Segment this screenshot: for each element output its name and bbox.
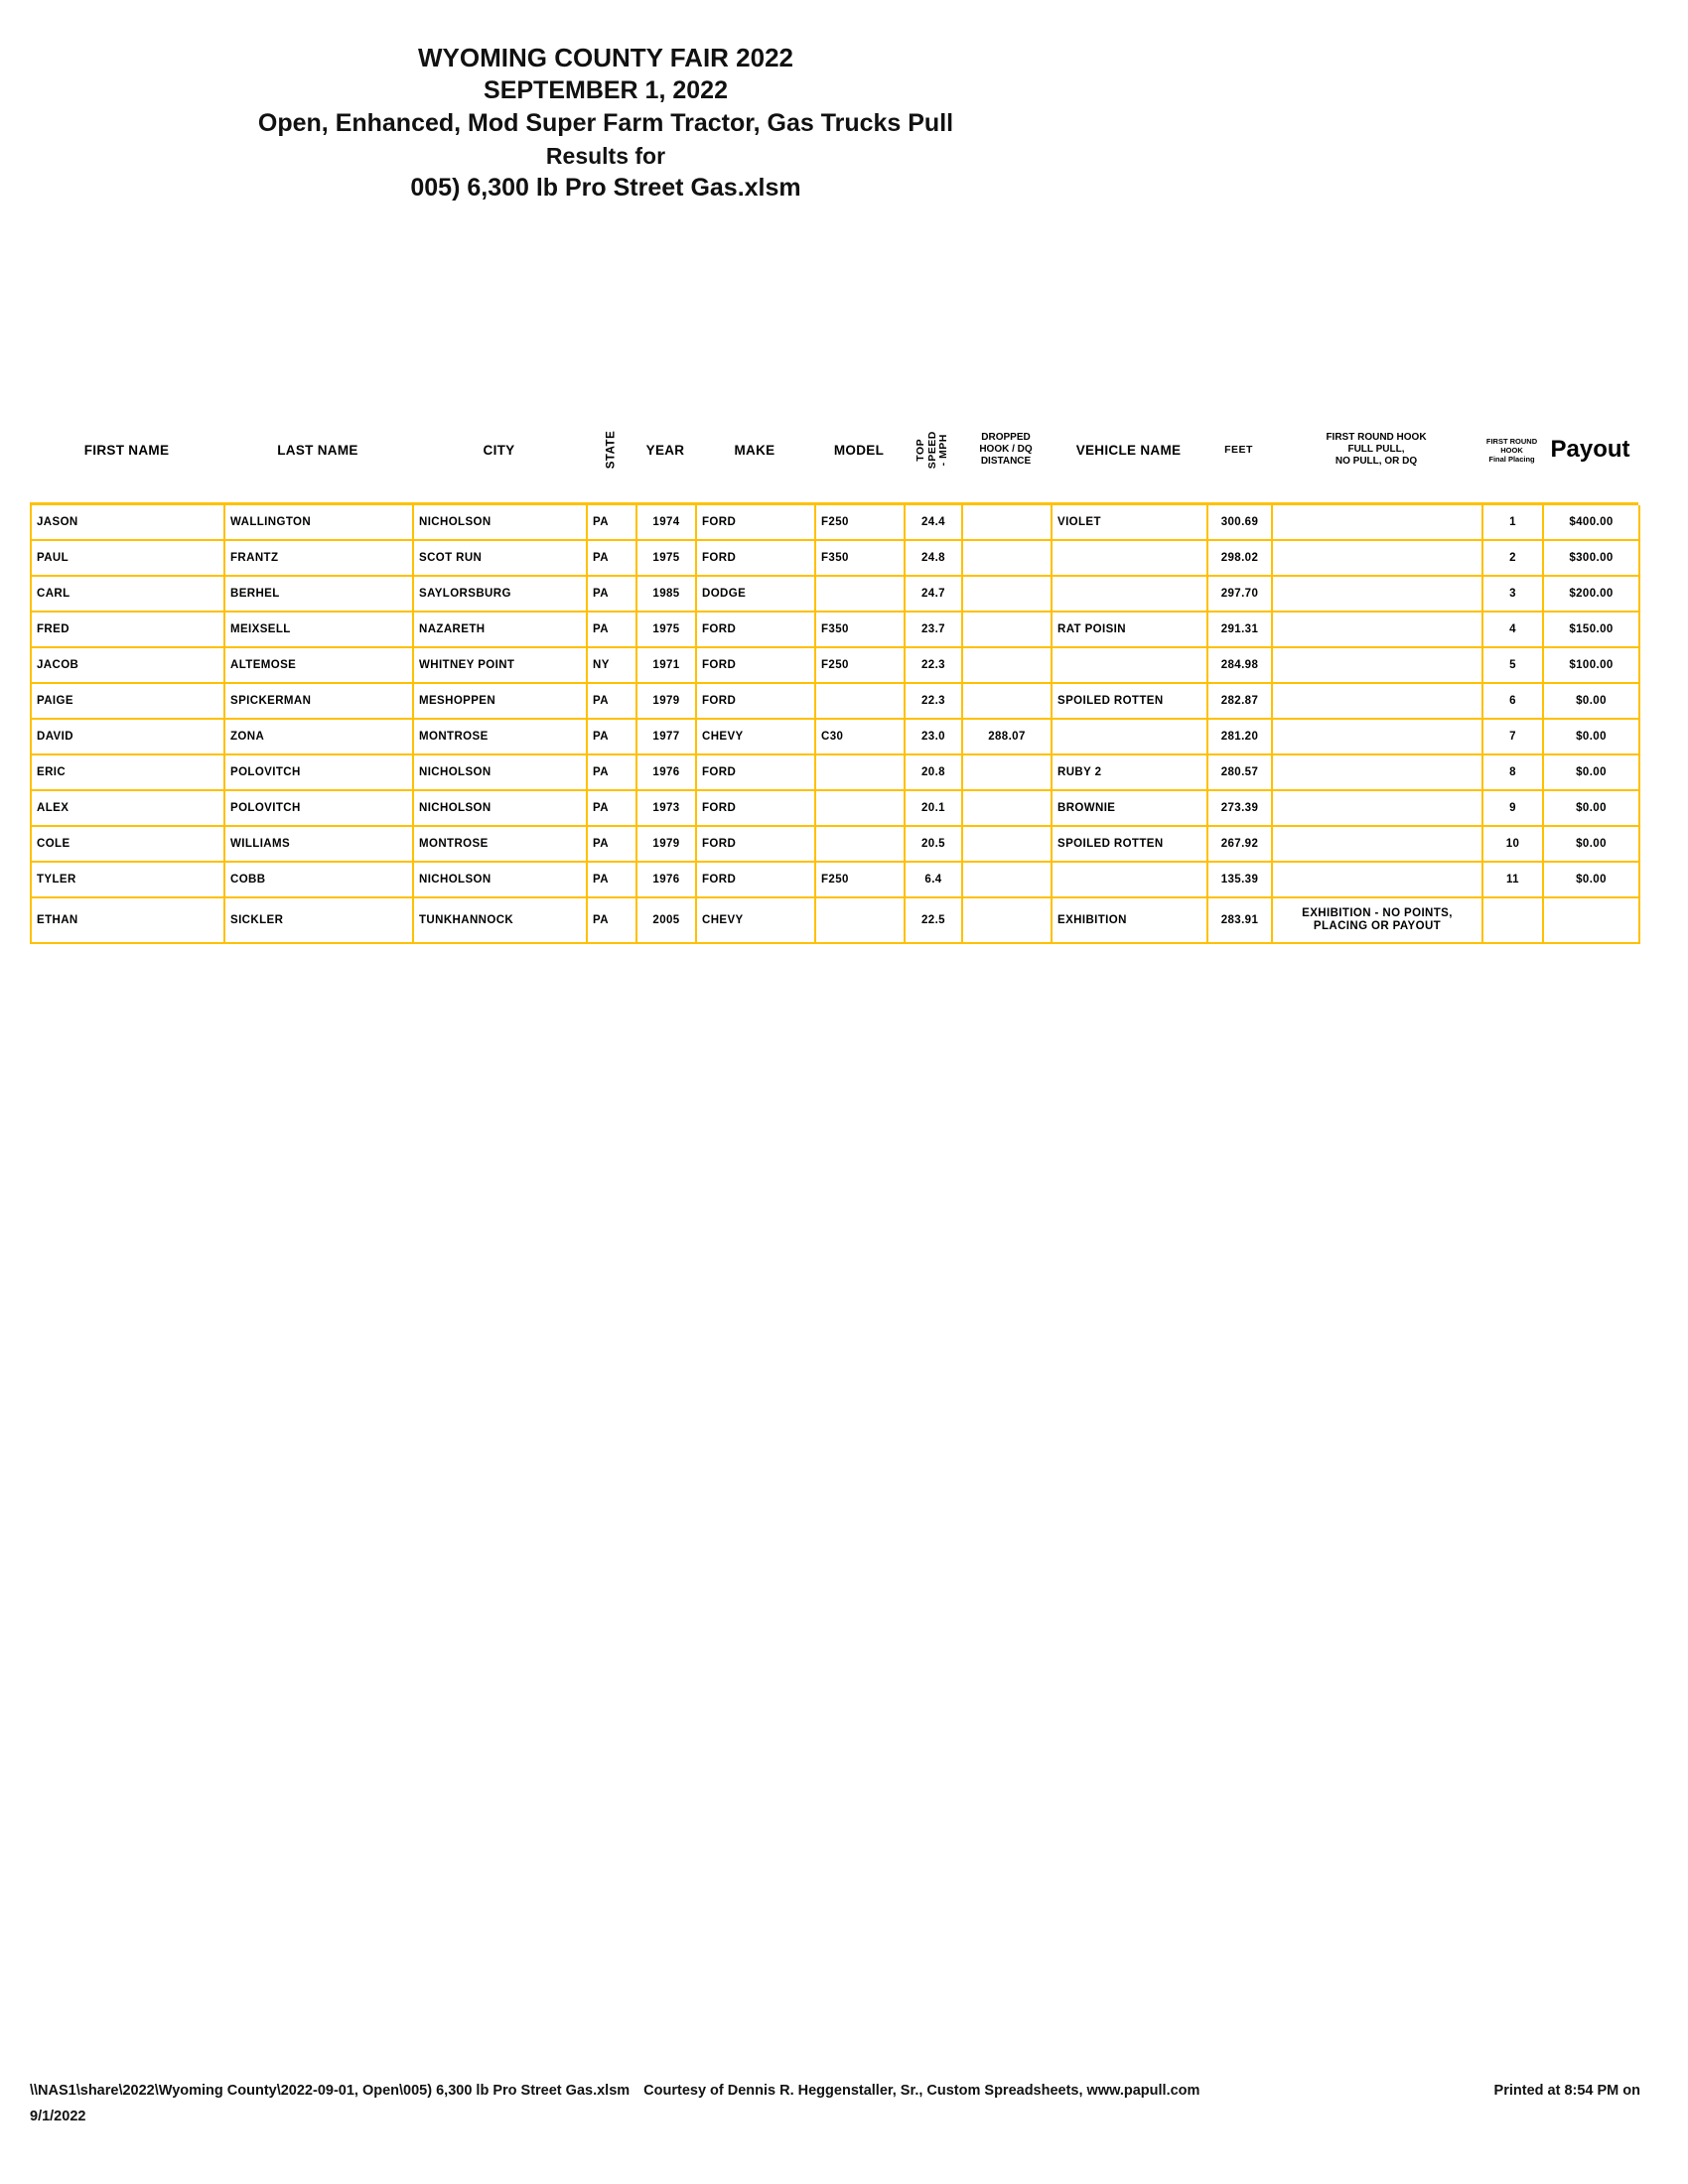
cell-year: 1976 <box>637 755 697 791</box>
cell-model: F350 <box>816 613 906 648</box>
cell-model: F250 <box>816 505 906 541</box>
cell-hook_note <box>1273 827 1483 863</box>
cell-year: 2005 <box>637 898 697 944</box>
footer-courtesy: Courtesy of Dennis R. Heggenstaller, Sr., Custom Spreadsheets, www.papull.com <box>643 2083 1200 2099</box>
cell-year: 1975 <box>637 613 697 648</box>
cell-first_name: PAIGE <box>32 684 225 720</box>
table-header-row <box>30 397 1638 502</box>
cell-last_name: SPICKERMAN <box>225 684 414 720</box>
cell-payout: $300.00 <box>1544 541 1640 577</box>
cell-dropped <box>963 755 1053 791</box>
cell-last_name: FRANTZ <box>225 541 414 577</box>
cell-city: NICHOLSON <box>414 505 588 541</box>
col-header-first-name: FIRST NAME <box>83 442 170 458</box>
cell-make: FORD <box>697 648 816 684</box>
cell-dropped: 288.07 <box>963 720 1053 755</box>
cell-state: PA <box>588 755 637 791</box>
cell-make: FORD <box>697 755 816 791</box>
cell-first_name: ERIC <box>32 755 225 791</box>
col-header-make: MAKE <box>734 442 775 458</box>
cell-first_name: TYLER <box>32 863 225 898</box>
col-header-last-name: LAST NAME <box>277 442 358 458</box>
cell-state: PA <box>588 505 637 541</box>
cell-feet: 291.31 <box>1208 613 1273 648</box>
cell-city: NICHOLSON <box>414 863 588 898</box>
cell-year: 1971 <box>637 648 697 684</box>
col-header-vehicle-name: VEHICLE NAME <box>1075 442 1182 458</box>
cell-placing: 2 <box>1483 541 1544 577</box>
col-header-city: CITY <box>483 442 515 458</box>
table-row <box>32 791 1638 827</box>
cell-dropped <box>963 613 1053 648</box>
cell-dropped <box>963 863 1053 898</box>
cell-dropped <box>963 577 1053 613</box>
table-row <box>32 863 1638 898</box>
cell-hook_note <box>1273 541 1483 577</box>
table-row <box>32 577 1638 613</box>
cell-vehicle: SPOILED ROTTEN <box>1053 827 1208 863</box>
cell-model: C30 <box>816 720 906 755</box>
cell-city: WHITNEY POINT <box>414 648 588 684</box>
cell-make: FORD <box>697 827 816 863</box>
table-row <box>32 720 1638 755</box>
cell-vehicle: BROWNIE <box>1053 791 1208 827</box>
table-row <box>32 648 1638 684</box>
cell-placing: 9 <box>1483 791 1544 827</box>
cell-placing: 6 <box>1483 684 1544 720</box>
cell-payout: $200.00 <box>1544 577 1640 613</box>
cell-year: 1973 <box>637 791 697 827</box>
cell-placing: 8 <box>1483 755 1544 791</box>
title-date: SEPTEMBER 1, 2022 <box>484 76 728 104</box>
col-header-first-round-hook: FIRST ROUND HOOK FULL PULL, NO PULL, OR DQ <box>1326 432 1427 467</box>
cell-placing <box>1483 898 1544 944</box>
cell-year: 1979 <box>637 684 697 720</box>
cell-dropped <box>963 684 1053 720</box>
cell-state: PA <box>588 613 637 648</box>
cell-state: PA <box>588 577 637 613</box>
cell-hook_note <box>1273 505 1483 541</box>
cell-placing: 10 <box>1483 827 1544 863</box>
cell-vehicle <box>1053 648 1208 684</box>
cell-vehicle: RUBY 2 <box>1053 755 1208 791</box>
cell-hook_note <box>1273 791 1483 827</box>
cell-model <box>816 755 906 791</box>
cell-payout: $0.00 <box>1544 827 1640 863</box>
cell-top_speed: 23.0 <box>906 720 963 755</box>
table-row <box>32 755 1638 791</box>
cell-placing: 3 <box>1483 577 1544 613</box>
cell-state: PA <box>588 827 637 863</box>
title-class-list: Open, Enhanced, Mod Super Farm Tractor, Gas Trucks Pull <box>257 109 954 137</box>
cell-payout: $0.00 <box>1544 863 1640 898</box>
cell-vehicle <box>1053 863 1208 898</box>
cell-top_speed: 22.3 <box>906 684 963 720</box>
cell-feet: 298.02 <box>1208 541 1273 577</box>
title-file-name: 005) 6,300 lb Pro Street Gas.xlsm <box>410 174 801 202</box>
cell-model <box>816 791 906 827</box>
cell-make: FORD <box>697 505 816 541</box>
cell-placing: 11 <box>1483 863 1544 898</box>
cell-feet: 297.70 <box>1208 577 1273 613</box>
cell-state: PA <box>588 791 637 827</box>
cell-city: SCOT RUN <box>414 541 588 577</box>
cell-top_speed: 22.5 <box>906 898 963 944</box>
cell-vehicle <box>1053 577 1208 613</box>
cell-state: PA <box>588 684 637 720</box>
cell-dropped <box>963 505 1053 541</box>
col-header-year: YEAR <box>645 442 685 458</box>
cell-hook_note <box>1273 755 1483 791</box>
cell-model <box>816 577 906 613</box>
cell-first_name: ETHAN <box>32 898 225 944</box>
cell-last_name: COBB <box>225 863 414 898</box>
cell-year: 1976 <box>637 863 697 898</box>
cell-feet: 135.39 <box>1208 863 1273 898</box>
footer-printed-at: Printed at 8:54 PM on <box>1493 2083 1640 2099</box>
cell-model: F250 <box>816 863 906 898</box>
cell-state: PA <box>588 720 637 755</box>
page-footer <box>30 2078 1640 2129</box>
cell-payout: $100.00 <box>1544 648 1640 684</box>
cell-last_name: POLOVITCH <box>225 791 414 827</box>
col-header-top-speed: TOP SPEED - MPH <box>914 430 949 470</box>
cell-model <box>816 827 906 863</box>
results-table-body <box>30 502 1638 944</box>
cell-vehicle <box>1053 541 1208 577</box>
cell-first_name: DAVID <box>32 720 225 755</box>
table-row <box>32 684 1638 720</box>
cell-placing: 1 <box>1483 505 1544 541</box>
cell-hook_note: EXHIBITION - NO POINTS, PLACING OR PAYOUT <box>1273 898 1483 944</box>
cell-model: F350 <box>816 541 906 577</box>
col-header-feet: FEET <box>1224 444 1253 456</box>
cell-last_name: ZONA <box>225 720 414 755</box>
cell-first_name: COLE <box>32 827 225 863</box>
cell-dropped <box>963 827 1053 863</box>
cell-dropped <box>963 541 1053 577</box>
cell-top_speed: 20.1 <box>906 791 963 827</box>
cell-hook_note <box>1273 863 1483 898</box>
cell-make: CHEVY <box>697 720 816 755</box>
cell-hook_note <box>1273 720 1483 755</box>
cell-make: DODGE <box>697 577 816 613</box>
cell-make: FORD <box>697 684 816 720</box>
cell-make: CHEVY <box>697 898 816 944</box>
cell-model <box>816 898 906 944</box>
cell-payout: $0.00 <box>1544 720 1640 755</box>
cell-top_speed: 23.7 <box>906 613 963 648</box>
cell-payout: $0.00 <box>1544 755 1640 791</box>
cell-year: 1979 <box>637 827 697 863</box>
cell-city: MONTROSE <box>414 720 588 755</box>
cell-dropped <box>963 791 1053 827</box>
footer-printed-date: 9/1/2022 <box>30 2109 86 2124</box>
cell-model: F250 <box>816 648 906 684</box>
cell-make: FORD <box>697 863 816 898</box>
cell-top_speed: 24.7 <box>906 577 963 613</box>
cell-first_name: JACOB <box>32 648 225 684</box>
cell-feet: 273.39 <box>1208 791 1273 827</box>
cell-feet: 283.91 <box>1208 898 1273 944</box>
cell-last_name: SICKLER <box>225 898 414 944</box>
cell-feet: 280.57 <box>1208 755 1273 791</box>
cell-placing: 7 <box>1483 720 1544 755</box>
cell-state: NY <box>588 648 637 684</box>
cell-vehicle <box>1053 720 1208 755</box>
col-header-model: MODEL <box>833 442 885 458</box>
cell-state: PA <box>588 541 637 577</box>
cell-last_name: BERHEL <box>225 577 414 613</box>
cell-year: 1977 <box>637 720 697 755</box>
cell-make: FORD <box>697 541 816 577</box>
cell-city: SAYLORSBURG <box>414 577 588 613</box>
cell-last_name: MEIXSELL <box>225 613 414 648</box>
cell-state: PA <box>588 898 637 944</box>
title-block <box>30 42 1182 204</box>
cell-feet: 300.69 <box>1208 505 1273 541</box>
cell-city: TUNKHANNOCK <box>414 898 588 944</box>
cell-payout: $0.00 <box>1544 791 1640 827</box>
cell-last_name: ALTEMOSE <box>225 648 414 684</box>
cell-vehicle: VIOLET <box>1053 505 1208 541</box>
cell-payout: $400.00 <box>1544 505 1640 541</box>
cell-feet: 267.92 <box>1208 827 1273 863</box>
cell-payout: $150.00 <box>1544 613 1640 648</box>
cell-first_name: CARL <box>32 577 225 613</box>
cell-year: 1974 <box>637 505 697 541</box>
cell-top_speed: 20.8 <box>906 755 963 791</box>
cell-dropped <box>963 648 1053 684</box>
col-header-payout: Payout <box>1550 436 1630 463</box>
cell-placing: 4 <box>1483 613 1544 648</box>
cell-vehicle: RAT POISIN <box>1053 613 1208 648</box>
cell-last_name: WALLINGTON <box>225 505 414 541</box>
table-row <box>32 505 1638 541</box>
cell-make: FORD <box>697 791 816 827</box>
table-row <box>32 827 1638 863</box>
col-header-final-placing: FIRST ROUND HOOK Final Placing <box>1485 436 1538 464</box>
cell-city: MESHOPPEN <box>414 684 588 720</box>
cell-top_speed: 24.4 <box>906 505 963 541</box>
cell-hook_note <box>1273 648 1483 684</box>
cell-first_name: JASON <box>32 505 225 541</box>
cell-city: NAZARETH <box>414 613 588 648</box>
cell-city: NICHOLSON <box>414 755 588 791</box>
cell-hook_note <box>1273 684 1483 720</box>
cell-top_speed: 6.4 <box>906 863 963 898</box>
cell-top_speed: 24.8 <box>906 541 963 577</box>
cell-hook_note <box>1273 577 1483 613</box>
cell-year: 1975 <box>637 541 697 577</box>
cell-payout <box>1544 898 1640 944</box>
cell-top_speed: 20.5 <box>906 827 963 863</box>
footer-file-path: \\NAS1\share\2022\Wyoming County\2022-09-01, Open\005) 6,300 lb Pro Street Gas.xlsm <box>30 2083 631 2099</box>
cell-feet: 281.20 <box>1208 720 1273 755</box>
col-header-dropped-distance: DROPPED HOOK / DQ DISTANCE <box>979 432 1033 467</box>
cell-payout: $0.00 <box>1544 684 1640 720</box>
cell-vehicle: EXHIBITION <box>1053 898 1208 944</box>
title-event: WYOMING COUNTY FAIR 2022 <box>417 43 794 72</box>
cell-feet: 284.98 <box>1208 648 1273 684</box>
cell-last_name: POLOVITCH <box>225 755 414 791</box>
cell-dropped <box>963 898 1053 944</box>
cell-vehicle: SPOILED ROTTEN <box>1053 684 1208 720</box>
title-results-for: Results for <box>545 143 666 169</box>
table-row <box>32 898 1638 944</box>
cell-make: FORD <box>697 613 816 648</box>
cell-city: MONTROSE <box>414 827 588 863</box>
cell-hook_note <box>1273 613 1483 648</box>
cell-state: PA <box>588 863 637 898</box>
cell-year: 1985 <box>637 577 697 613</box>
results-table <box>30 397 1638 944</box>
table-row <box>32 541 1638 577</box>
cell-placing: 5 <box>1483 648 1544 684</box>
cell-top_speed: 22.3 <box>906 648 963 684</box>
cell-model <box>816 684 906 720</box>
cell-city: NICHOLSON <box>414 791 588 827</box>
cell-first_name: FRED <box>32 613 225 648</box>
cell-first_name: ALEX <box>32 791 225 827</box>
table-row <box>32 613 1638 648</box>
cell-first_name: PAUL <box>32 541 225 577</box>
cell-last_name: WILLIAMS <box>225 827 414 863</box>
col-header-state: STATE <box>605 430 617 470</box>
cell-feet: 282.87 <box>1208 684 1273 720</box>
